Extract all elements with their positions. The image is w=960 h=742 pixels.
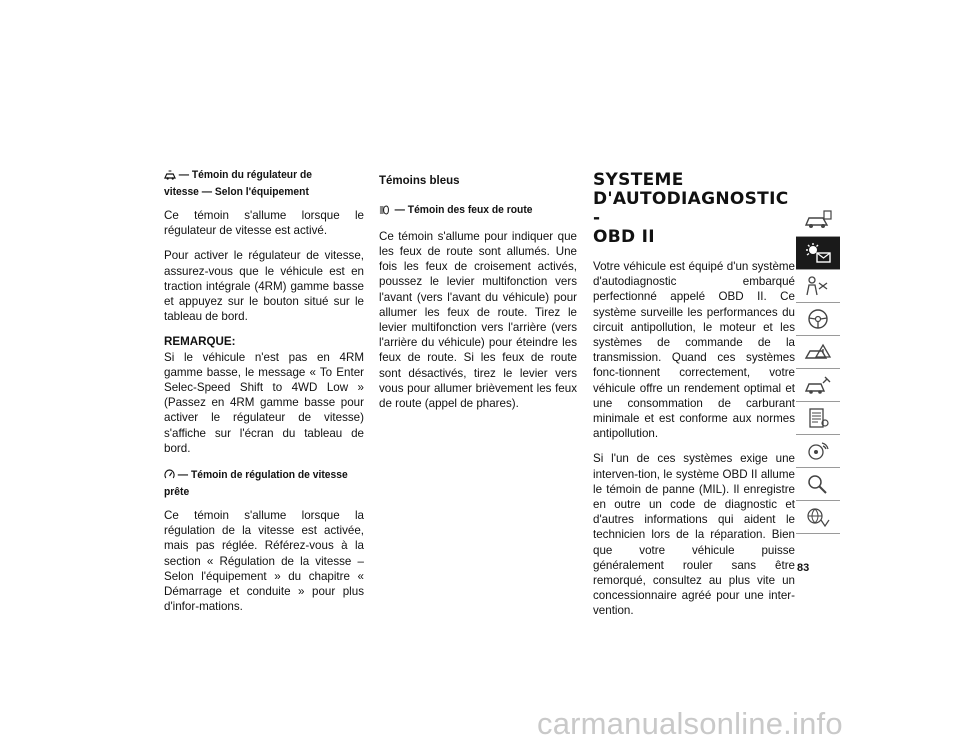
language-icon: [803, 506, 833, 528]
search-icon: [803, 473, 833, 495]
steering-wheel-icon: [803, 308, 833, 330]
cruise-control-heading: — Témoin du régulateur de vitesse — Selon l'équipement: [164, 169, 312, 198]
page-number: 83: [797, 562, 810, 574]
tab-emergency[interactable]: [796, 336, 840, 369]
section-heading: Témoins bleus: [379, 175, 460, 187]
service-icon: [803, 374, 833, 396]
safety-icon: [803, 275, 833, 297]
tab-car-info[interactable]: [796, 204, 840, 237]
paragraph: Ce témoin s'allume lorsque le régulateur de vitesse est activé.: [164, 209, 364, 238]
chapter-tabs: [796, 204, 842, 534]
tab-warning-lights[interactable]: [796, 237, 840, 270]
column-2: [379, 168, 577, 421]
emergency-icon: [803, 341, 833, 363]
note-title: REMARQUE:: [164, 335, 236, 349]
speedometer-icon: [164, 469, 175, 485]
paragraph: Ce témoin s'allume pour indiquer que les feux de route sont allumés. Une fois les feux de croisement activés, poussez le levier multifonction vers l'avant (vers l'avant du véhicule) pour allumer les feux de route. Tirez le levier multifonction vers l'arrière (vers l'arrière du véhicule) pour éteindre les feux de route. Si les feux de route sont désactivés, tirez le levier vers vous pour allumer brièvement les feux de route (appel de phares).: [379, 229, 577, 410]
cruise-control-icon: [164, 170, 176, 185]
multimedia-icon: [803, 440, 833, 462]
warning-lights-icon: [803, 242, 833, 264]
tab-specifications[interactable]: [796, 402, 840, 435]
high-beam-heading: — Témoin des feux de route: [379, 203, 561, 220]
column-3: [593, 168, 795, 629]
note: [164, 334, 364, 456]
tab-language[interactable]: [796, 501, 840, 534]
tab-service[interactable]: [796, 369, 840, 402]
specifications-icon: [803, 407, 833, 429]
paragraph: Si l'un de ces systèmes exige une interven-tion, le système OBD II allume le témoin de panne (MIL). Il enregistre en outre un code de diagnostic et d'autres informations qui aident le technicien lors de la réparation. Bien que votre véhicule puisse généralement rouler sans être remorqué, consultez au plus vite un concessionnaire agréé pour une inter-vention.: [593, 452, 795, 618]
car-info-icon: [803, 209, 833, 231]
tab-steering[interactable]: [796, 303, 840, 336]
column-1: [164, 168, 364, 624]
cruise-ready-heading: — Témoin de régulation de vitesse prête: [164, 469, 348, 498]
paragraph: Votre véhicule est équipé d'un système d'autodiagnostic embarqué perfectionné appelé OBD II. Ce système surveille les performances du circuit antipollution, le moteur et les systèmes de commande de la transmission. Quand ces systèmes fonc-tionnent correctement, votre véhicule offre un rendement optimal et une consommation de carburant minimale et est conforme aux normes antipollution.: [593, 260, 795, 441]
high-beam-icon: [379, 205, 392, 220]
watermark: carmanualsonline.info: [537, 706, 843, 741]
paragraph: Ce témoin s'allume lorsque la régulation de la vitesse est activée, mais pas réglée. Référez-vous à la section « Régulation de la vitesse – Selon l'équipement » du chapitre « Démarrage et conduite » pour plus d'infor-mations.: [164, 509, 364, 614]
obd-section-title: SYSTEME D'AUTODIAGNOSTIC - OBD II: [593, 170, 789, 247]
tab-multimedia[interactable]: [796, 435, 840, 468]
note-body: Si le véhicule n'est pas en 4RM gamme basse, le message « To Enter Selec-Speed Shift to 4WD Low » (Passez en 4RM gamme basse pour activer le régulateur de vitesse) s'affiche sur l'écran du tableau de bord.: [164, 350, 364, 455]
tab-safety[interactable]: [796, 270, 840, 303]
tab-index[interactable]: [796, 468, 840, 501]
paragraph: Pour activer le régulateur de vitesse, assurez-vous que le véhicule est en traction intégrale (4RM) gamme basse et appuyez sur le bouton situé sur le tableau de bord.: [164, 249, 364, 324]
